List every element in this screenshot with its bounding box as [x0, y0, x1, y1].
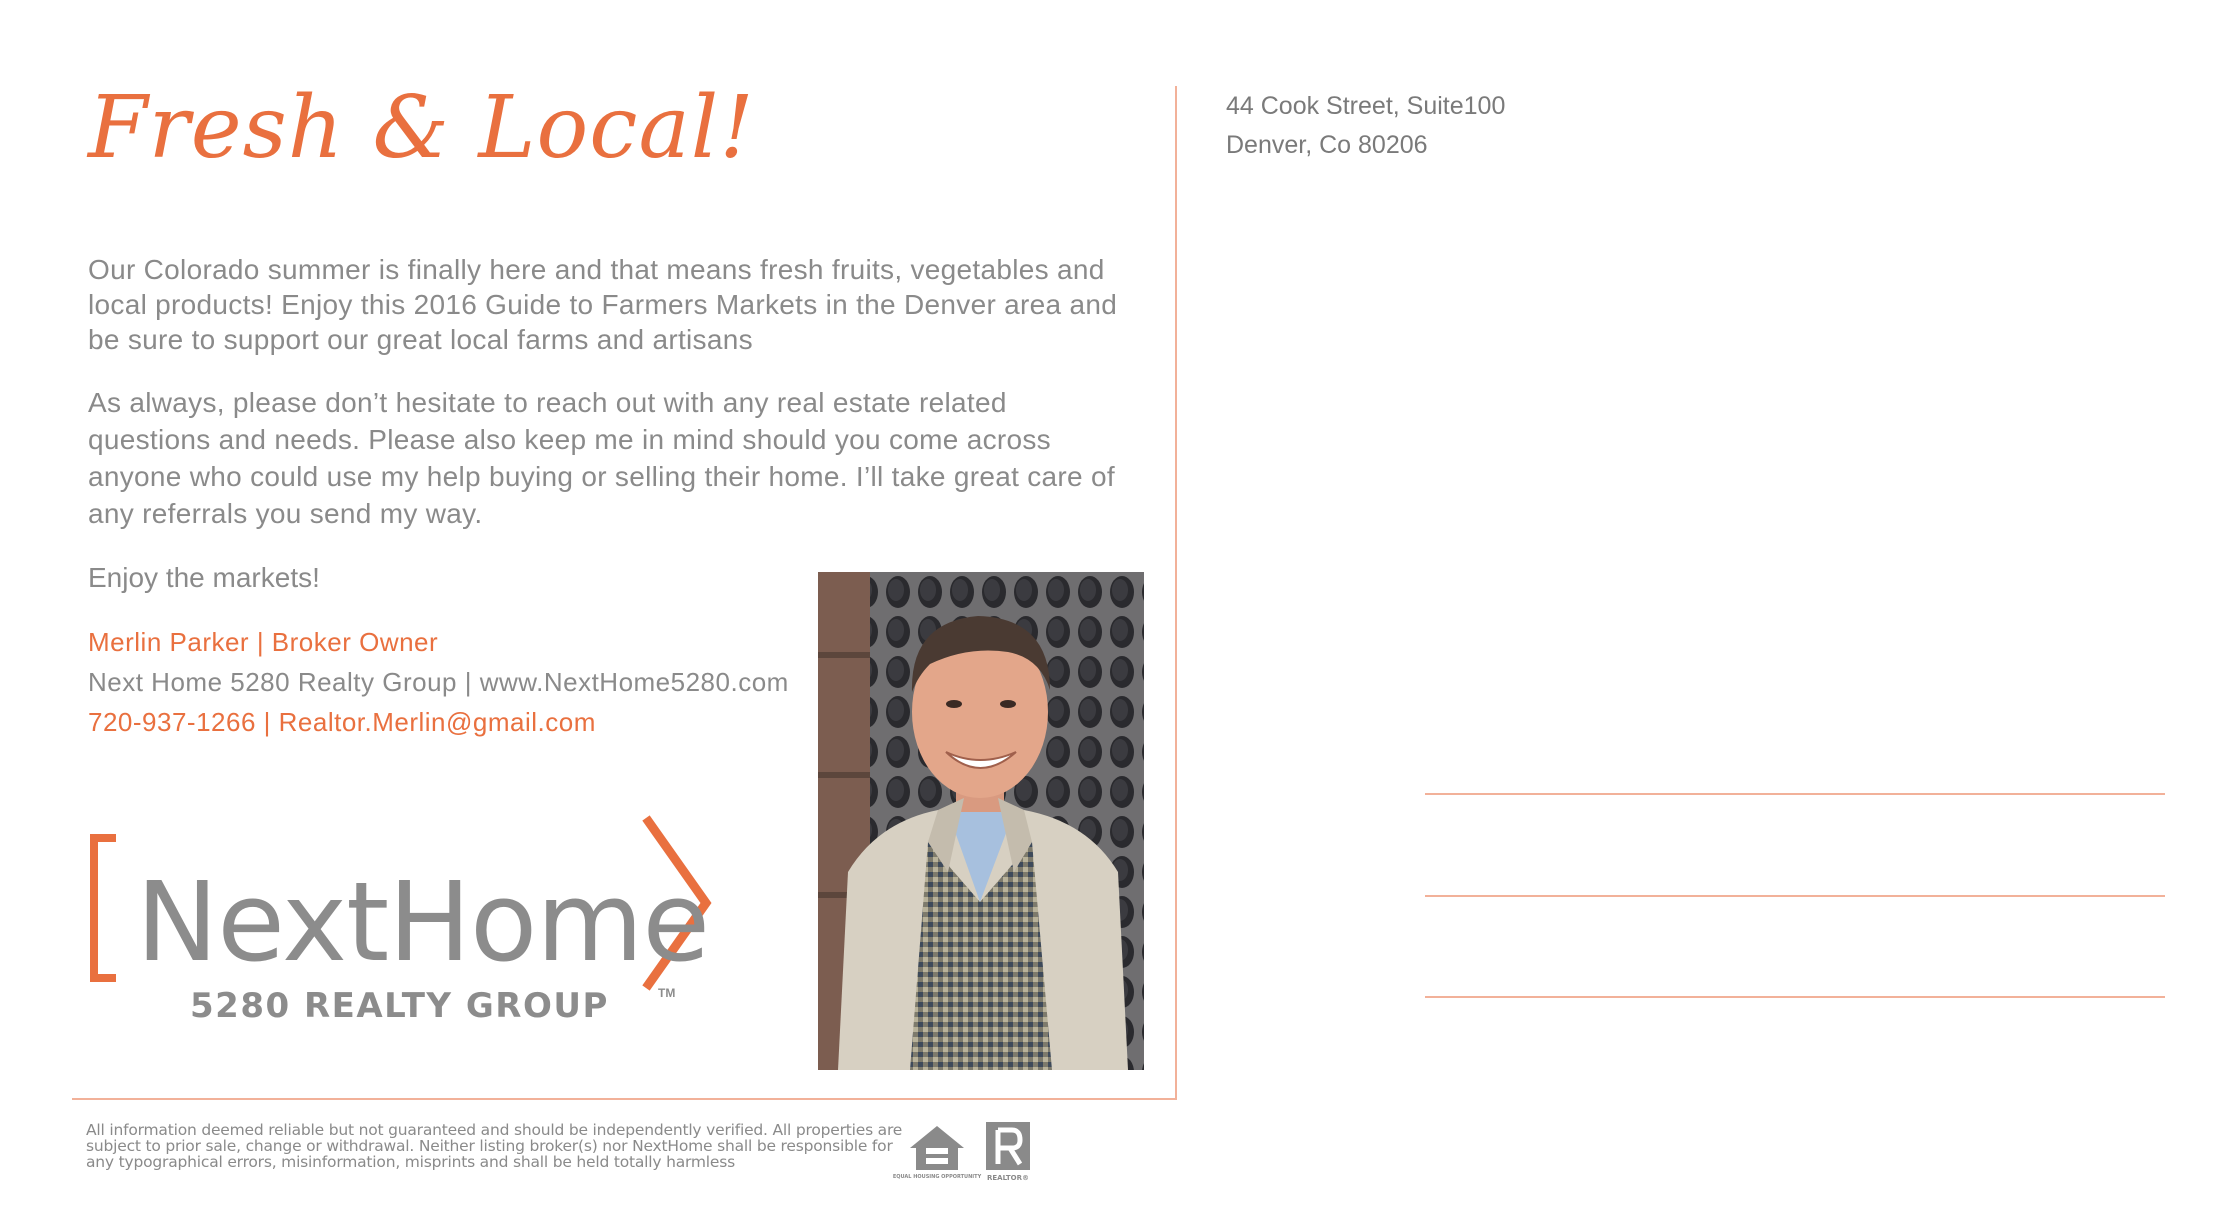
return-address-line1: 44 Cook Street, Suite100: [1226, 92, 1506, 120]
realtor-caption: REALTOR®: [986, 1174, 1030, 1182]
closing-line: Enjoy the markets!: [88, 562, 320, 593]
logo-subtitle: 5280 REALTY GROUP: [190, 986, 609, 1026]
agent-company-website: Next Home 5280 Realty Group | www.NextHome5280.com: [88, 667, 789, 697]
equal-housing-caption: EQUAL HOUSING OPPORTUNITY: [892, 1174, 982, 1180]
agent-name-title: Merlin Parker | Broker Owner: [88, 627, 439, 657]
postcard-divider-horizontal: [72, 1098, 1177, 1100]
headline: Fresh & Local!: [88, 78, 755, 178]
mailing-address-line: [1425, 793, 2165, 795]
mailing-address-line: [1425, 895, 2165, 897]
agent-photo: [818, 572, 1144, 1070]
intro-paragraph: Our Colorado summer is finally here and that means fresh fruits, vegetables and local products! Enjoy this 2016 Guide to Farmers Markets in the Denver area and be sure to support our great local farms and artisans: [88, 254, 1118, 355]
referral-paragraph: As always, please don’t hesitate to reach out with any real estate related questions and needs. Please also keep me in mind should you come across anyone who could use my help buying or selling their home. I’ll take great care of any referrals you send my way.: [88, 387, 1115, 529]
logo-wordmark: NextHome: [136, 858, 710, 986]
return-address-line2: Denver, Co 80206: [1226, 131, 1428, 159]
mailing-address-line: [1425, 996, 2165, 998]
legal-disclaimer: All information deemed reliable but not guaranteed and should be independently verified. All properties are subject to prior sale, change or withdrawal. Neither listing broker(s) nor NextHome shall be responsible for any typographical errors, misinformation, misprints and shall be held totally harmless: [86, 1121, 903, 1171]
equal-housing-icon: [892, 1120, 982, 1182]
trademark-mark: TM: [658, 986, 676, 1000]
realtor-icon: [982, 1120, 1038, 1182]
postcard-divider-vertical: [1175, 86, 1177, 1100]
agent-phone-email: 720-937-1266 | Realtor.Merlin@gmail.com: [88, 707, 596, 737]
